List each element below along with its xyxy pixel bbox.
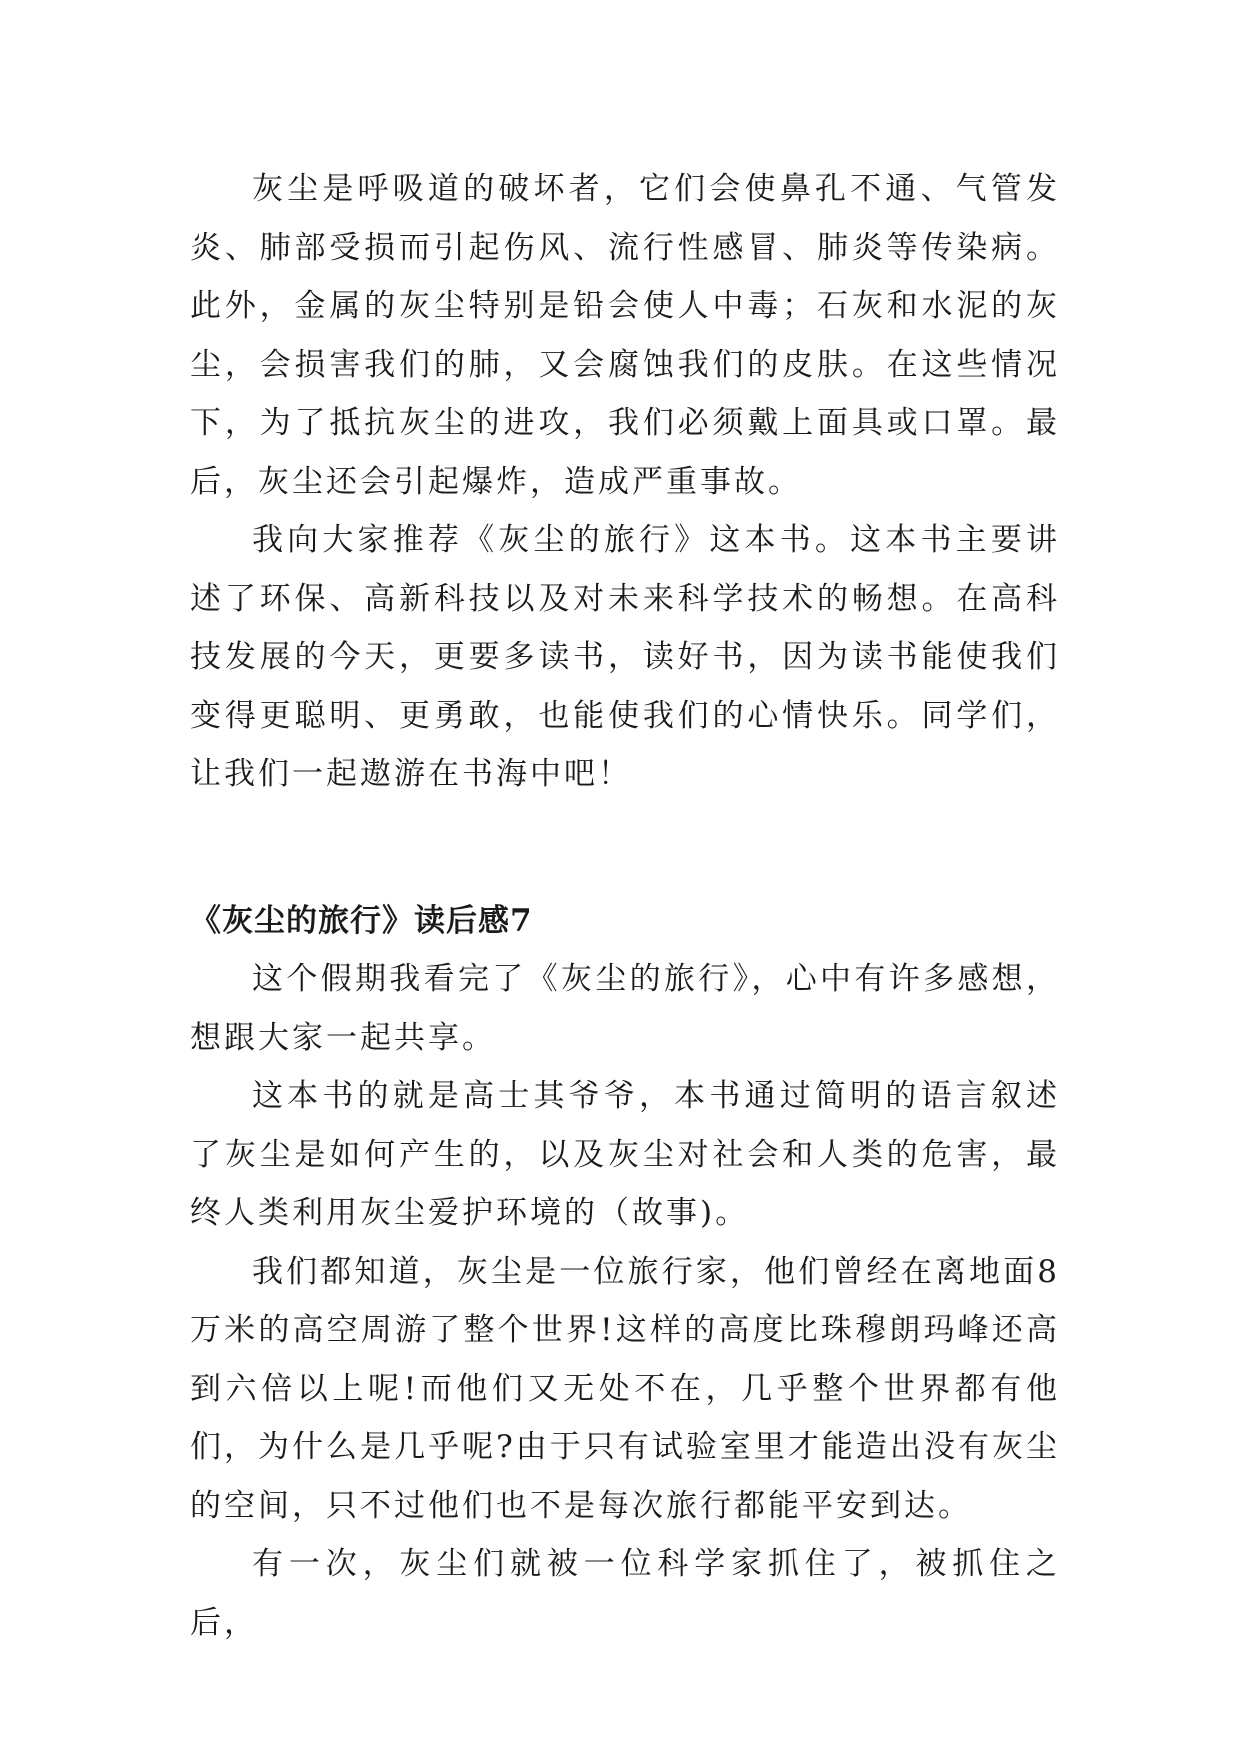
- paragraph-holiday-reading: 这个假期我看完了《灰尘的旅行》，心中有许多感想，想跟大家一起共享。: [190, 961, 1060, 1056]
- paragraph-scientist: 有一次，灰尘们就被一位科学家抓住了，被抓住之后，: [190, 1546, 1060, 1641]
- paragraph-dust-traveler: 我们都知道，灰尘是一位旅行家，他们曾经在离地面8万米的高空周游了整个世界!这样的高度比珠穆朗玛峰还高到六倍以上呢!而他们又无处不在，几乎整个世界都有他们，为什么是几乎呢?由于只有试验室里才能造出没有灰尘的空间，只不过他们也不是每次旅行都能平安到达。: [190, 1253, 1060, 1524]
- paragraph-book-recommendation: 我向大家推荐《灰尘的旅行》这本书。这本书主要讲述了环保、高新科技以及对未来科学技术的畅想。在高科技发展的今天，更要多读书，读好书，因为读书能使我们变得更聪明、更勇敢，也能使我们的心情快乐。同学们，让我们一起遨游在书海中吧！: [190, 522, 1060, 792]
- paragraph-dust-harm: 灰尘是呼吸道的破坏者，它们会使鼻孔不通、气管发炎、肺部受损而引起伤风、流行性感冒、肺炎等传染病。此外，金属的灰尘特别是铅会使人中毒；石灰和水泥的灰尘，会损害我们的肺，又会腐蚀我们的皮肤。在这些情况下，为了抵抗灰尘的进攻，我们必须戴上面具或口罩。最后，灰尘还会引起爆炸，造成严重事故。: [190, 171, 1060, 500]
- paragraph-book-author: 这本书的就是高士其爷爷，本书通过简明的语言叙述了灰尘是如何产生的，以及灰尘对社会和人类的危害，最终人类利用灰尘爱护环境的（故事)。: [190, 1078, 1060, 1231]
- section-title: 《灰尘的旅行》读后感7: [190, 902, 533, 939]
- document-page: [190, 160, 1060, 1652]
- section-gap: [190, 804, 1060, 892]
